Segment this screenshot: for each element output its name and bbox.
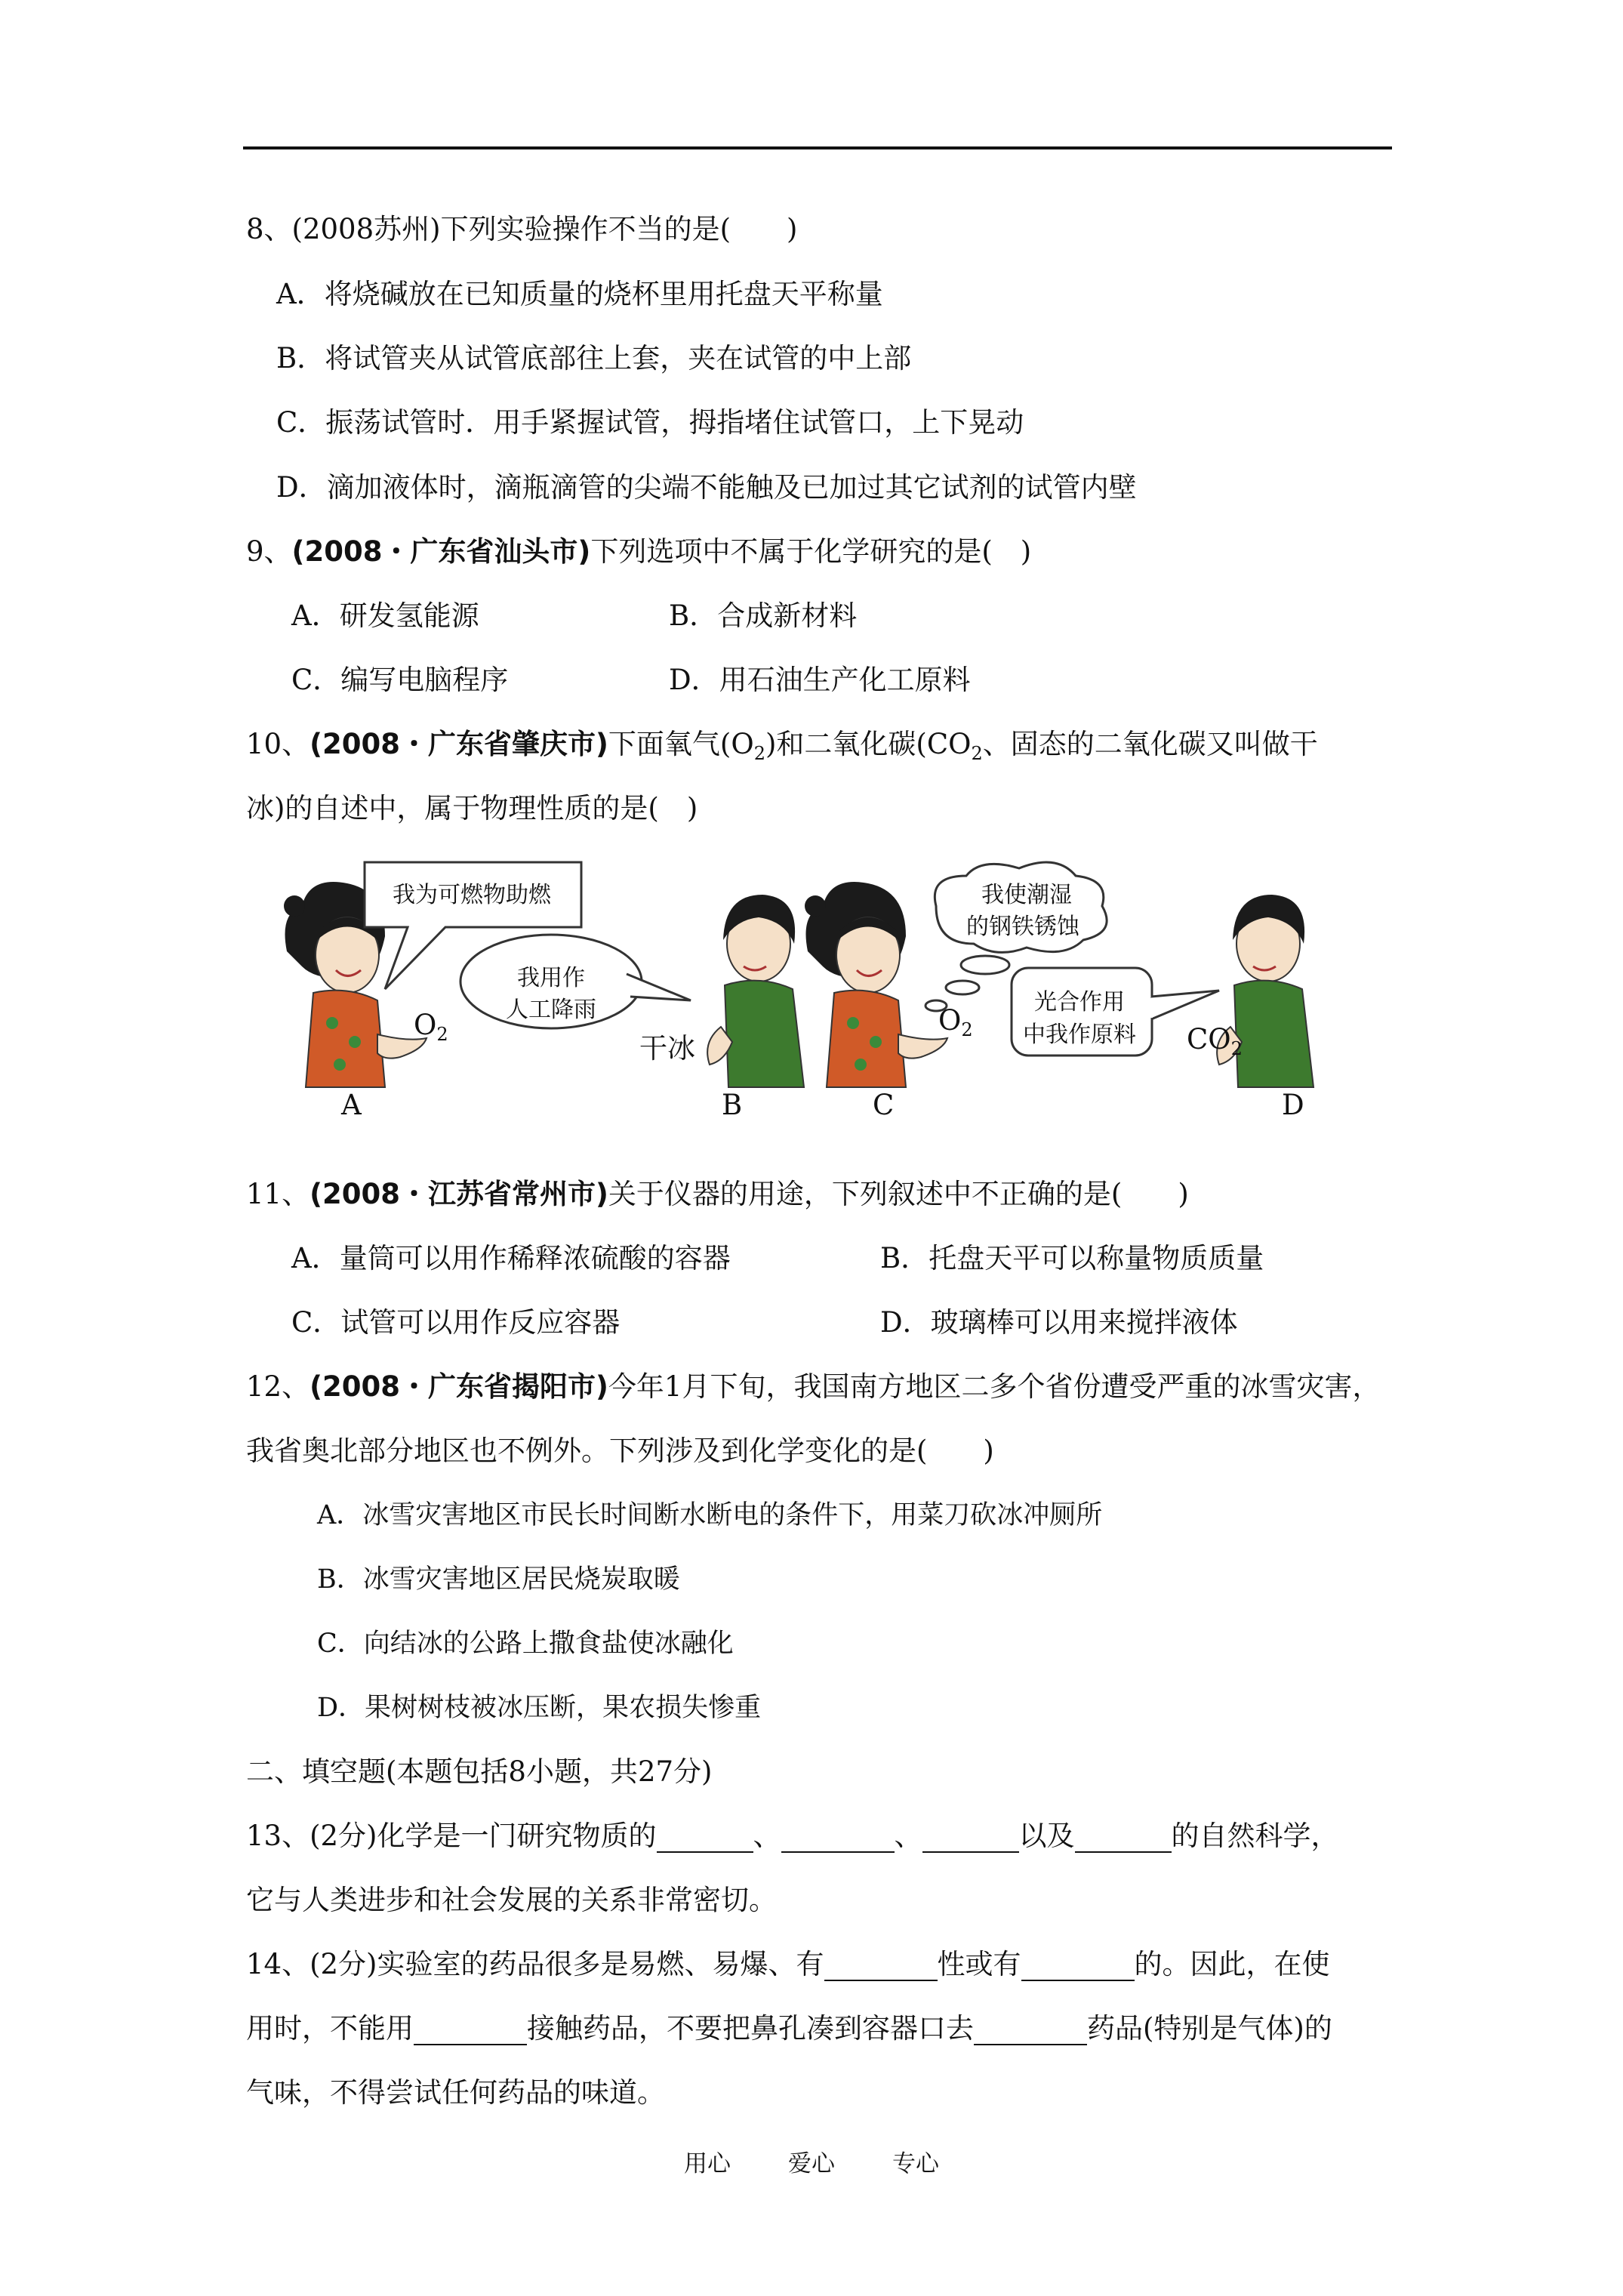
footer-item-2: 爱心 xyxy=(788,2150,835,2177)
figure-label-b: B xyxy=(722,1089,743,1121)
q13-stem xyxy=(246,1820,1339,1853)
figure-label-c: C xyxy=(873,1089,895,1121)
q8-option-a: A．将烧碱放在已知质量的烧杯里用托盘天平称量 xyxy=(276,278,883,310)
q11-option-c: C．试管可以用作反应容器 xyxy=(291,1306,621,1339)
bubble-c-line2: 的钢铁锈蚀 xyxy=(966,914,1079,940)
page-footer xyxy=(0,2144,1623,2178)
footer-item-1: 用心 xyxy=(684,2150,731,2177)
q14-line1 xyxy=(246,1948,1330,1981)
girl-c-illustration xyxy=(805,882,947,1087)
dry-ice-label: 干冰 xyxy=(639,1032,695,1065)
q14-text-1: 14、(2分)实验室的药品很多是易燃、易爆、有 xyxy=(246,1948,824,1980)
q9-text: 下列选项中不属于化学研究的是( ) xyxy=(590,535,1032,568)
boy-b-illustration xyxy=(707,895,804,1087)
q10-stem xyxy=(246,728,1318,770)
q14-text-4: 用时，不能用 xyxy=(246,2012,414,2045)
q13-blank-2[interactable] xyxy=(781,1826,895,1853)
q12-option-b: B．冰雪灾害地区居民烧炭取暖 xyxy=(317,1564,680,1595)
q10-sub-b: 2 xyxy=(971,743,983,764)
q9-source: (2008・广东省汕头市) xyxy=(291,535,591,568)
q9-number: 9、 xyxy=(246,535,292,568)
q11-number: 11、 xyxy=(246,1178,310,1210)
o2-label-a: $O_2$ xyxy=(414,1009,448,1045)
figure-label-a: A xyxy=(341,1089,362,1121)
q13-text-4: 以及 xyxy=(1018,1820,1075,1852)
q9-stem xyxy=(246,535,1031,569)
bubble-d-line1: 光合作用 xyxy=(1034,989,1125,1015)
bubble-b-line2: 人工降雨 xyxy=(506,997,596,1023)
q12-number: 12、 xyxy=(246,1370,310,1403)
q13-text-2: 、 xyxy=(753,1820,781,1852)
q14-blank-1[interactable] xyxy=(824,1954,938,1981)
q13-line2: 它与人类进步和社会发展的关系非常密切。 xyxy=(246,1884,777,1916)
q11-source: (2008・江苏省常州市) xyxy=(310,1178,608,1210)
q10-figure xyxy=(272,861,1359,1140)
q14-line2 xyxy=(246,2012,1332,2045)
q10-text-a: 下面氧气(O xyxy=(608,728,754,760)
q8-option-c: C．振荡试管时．用手紧握试管，拇指堵住试管口，上下晃动 xyxy=(276,406,1024,439)
q14-text-3: 的。因此，在使 xyxy=(1134,1948,1330,1980)
o2-label-c: $O_2$ xyxy=(938,1004,973,1040)
figure-label-d: D xyxy=(1282,1089,1304,1121)
co2-label-d: $CO_2$ xyxy=(1187,1023,1243,1059)
q13-blank-4[interactable] xyxy=(1075,1826,1172,1853)
footer-item-3: 专心 xyxy=(892,2150,939,2177)
q14-text-6: 药品(特别是气体)的 xyxy=(1087,2012,1332,2045)
q14-text-5: 接触药品，不要把鼻孔凑到容器口去 xyxy=(527,2012,974,2045)
section-2-heading: 二、填空题(本题包括8小题，共27分) xyxy=(246,1755,713,1788)
q12-stem xyxy=(246,1370,1380,1404)
bubble-b-line1: 我用作 xyxy=(517,965,585,991)
q14-line3: 气味，不得尝试任何药品的味道。 xyxy=(246,2076,665,2109)
q13-blank-1[interactable] xyxy=(657,1826,753,1853)
q14-blank-4[interactable] xyxy=(974,2018,1087,2045)
q11-stem xyxy=(246,1178,1189,1211)
q8-stem: 8、(2008苏州)下列实验操作不当的是( ) xyxy=(246,213,798,245)
q8-option-b: B．将试管夹从试管底部往上套，夹在试管的中上部 xyxy=(276,342,912,374)
q9-option-c: C．编写电脑程序 xyxy=(291,664,509,696)
q10-sub-a: 2 xyxy=(753,743,765,764)
q9-option-d: D．用石油生产化工原料 xyxy=(669,664,971,696)
q14-text-2: 性或有 xyxy=(937,1948,1021,1980)
q14-blank-2[interactable] xyxy=(1021,1954,1135,1981)
bubble-c-line1: 我使潮湿 xyxy=(981,882,1072,908)
q12-option-d: D．果树树枝被冰压断，果农损失惨重 xyxy=(317,1693,762,1723)
q10-text-c: 、固态的二氧化碳又叫做干 xyxy=(982,728,1318,760)
q9-option-b: B．合成新材料 xyxy=(669,599,858,632)
q11-option-a: A．量筒可以用作稀释浓硫酸的容器 xyxy=(291,1242,731,1274)
q10-source: (2008・广东省肇庆市) xyxy=(310,728,608,760)
q10-line2: 冰)的自述中，属于物理性质的是( ) xyxy=(246,792,698,824)
q8-option-d: D．滴加液体时，滴瓶滴管的尖端不能触及已加过其它试剂的试管内壁 xyxy=(276,471,1137,504)
q10-text-b: )和二氧化碳(CO xyxy=(765,728,972,760)
q10-number: 10、 xyxy=(246,728,310,760)
bubble-d-line2: 中我作原料 xyxy=(1023,1022,1136,1048)
q13-text-3: 、 xyxy=(894,1820,922,1852)
q11-text: 关于仪器的用途，下列叙述中不正确的是( ) xyxy=(608,1178,1189,1210)
q12-option-a: A．冰雪灾害地区市民长时间断水断电的条件下，用菜刀砍冰冲厕所 xyxy=(317,1500,1103,1530)
q9-option-a: A．研发氢能源 xyxy=(291,599,479,632)
q12-source: (2008・广东省揭阳市) xyxy=(310,1370,608,1403)
q11-option-b: B．托盘天平可以称量物质质量 xyxy=(880,1242,1264,1274)
header-rule xyxy=(243,146,1392,149)
q11-option-d: D．玻璃棒可以用来搅拌液体 xyxy=(880,1306,1238,1339)
q13-blank-3[interactable] xyxy=(922,1826,1019,1853)
q13-text-1: 13、(2分)化学是一门研究物质的 xyxy=(246,1820,657,1852)
q12-option-c: C．向结冰的公路上撒食盐使冰融化 xyxy=(317,1629,734,1659)
q12-text: 今年1月下旬，我国南方地区二多个省份遭受严重的冰雪灾害， xyxy=(608,1370,1381,1403)
q12-line2: 我省奥北部分地区也不例外。下列涉及到化学变化的是( ) xyxy=(246,1435,994,1467)
bubble-a-text: 我为可燃物助燃 xyxy=(393,882,551,908)
q14-blank-3[interactable] xyxy=(414,2018,527,2045)
q13-text-5: 的自然科学， xyxy=(1171,1820,1339,1852)
